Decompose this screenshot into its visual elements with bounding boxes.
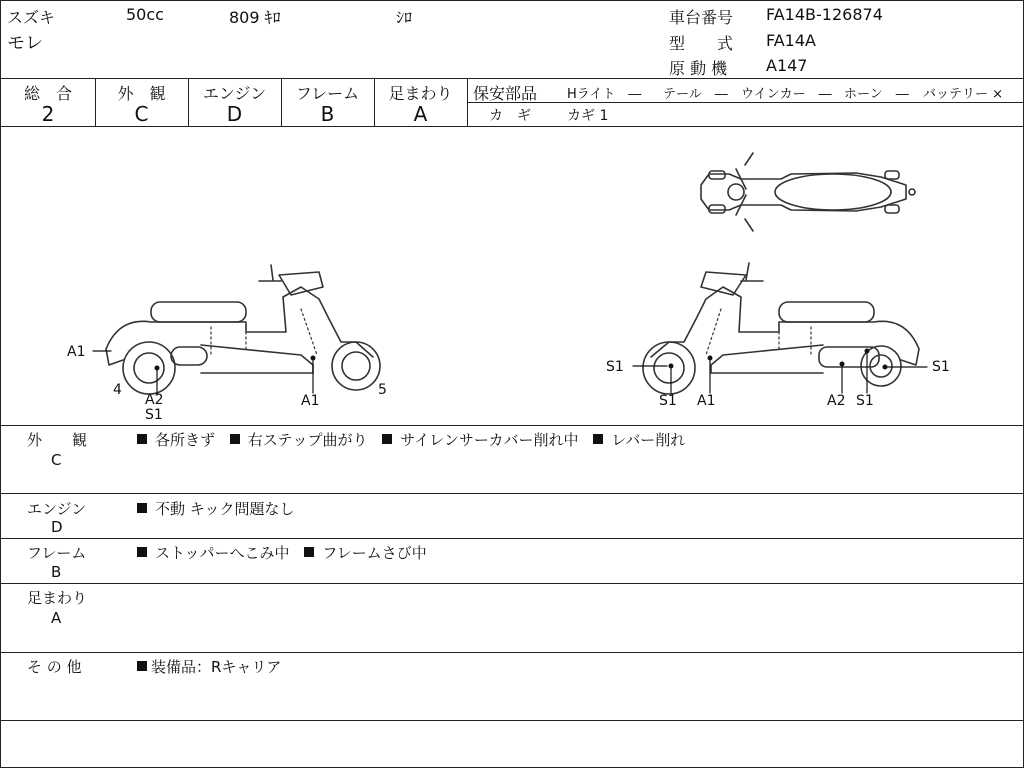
divider bbox=[1, 652, 1023, 653]
diagram-label: A1 bbox=[697, 393, 716, 409]
note-category: フレーム bbox=[27, 544, 87, 562]
grade-engine-value: D bbox=[226, 102, 243, 126]
safety-item-horn: ホーン ― bbox=[844, 87, 909, 102]
grade-engine-label: エンジン bbox=[202, 84, 267, 103]
key-value: カギ 1 bbox=[567, 108, 609, 124]
safety-item-headlight: Hライト ― bbox=[567, 87, 642, 102]
diagram-label: A1 bbox=[67, 344, 86, 360]
model-name: モレ bbox=[7, 33, 43, 54]
note-grade: B bbox=[51, 563, 62, 581]
diagram-label: S1 bbox=[659, 393, 677, 409]
chassis-value: FA14B-126874 bbox=[766, 5, 883, 24]
divider bbox=[1, 425, 1023, 426]
divider bbox=[467, 79, 468, 126]
note-items-appearance: 各所きず 右ステップ曲がり サイレンサーカバー削れ中 レバー削れ bbox=[137, 429, 685, 450]
diagram-label: 4 bbox=[113, 382, 122, 398]
note-items-frame: ストッパーへこみ中 フレームさび中 bbox=[137, 542, 427, 563]
divider bbox=[1, 720, 1023, 721]
key-label: カ ギ bbox=[489, 108, 531, 124]
grade-suspension-value: A bbox=[413, 102, 428, 126]
divider bbox=[468, 102, 1023, 103]
note-category: そ の 他 bbox=[27, 658, 82, 676]
safety-item-battery: バッテリー × bbox=[923, 87, 1004, 102]
note-items-engine: 不動 キック問題なし bbox=[137, 498, 294, 519]
note-category: 足まわり bbox=[27, 589, 88, 607]
safety-title: 保安部品 bbox=[473, 84, 538, 103]
diagram-label: A2 bbox=[827, 393, 846, 409]
diagram-label: A1 bbox=[301, 393, 320, 409]
note-grade: C bbox=[51, 451, 62, 469]
engine-value: A147 bbox=[766, 56, 808, 75]
note-category: エンジン bbox=[27, 500, 87, 518]
divider bbox=[1, 538, 1023, 539]
scooter-left-view bbox=[106, 265, 380, 394]
bullet-icon bbox=[137, 503, 147, 513]
bullet-icon bbox=[230, 434, 240, 444]
damage-diagram bbox=[1, 127, 1023, 425]
grade-frame-label: フレーム bbox=[295, 84, 360, 103]
bullet-icon bbox=[382, 434, 392, 444]
grade-overall-value: 2 bbox=[41, 102, 55, 126]
engine-label: 原 動 機 bbox=[669, 59, 728, 78]
note-grade: D bbox=[51, 518, 63, 536]
grade-appearance-value: C bbox=[134, 102, 149, 126]
diagram-label: S1 bbox=[856, 393, 874, 409]
grade-suspension-label: 足まわり bbox=[388, 84, 453, 103]
divider bbox=[1, 78, 1023, 79]
scooter-top-view bbox=[701, 153, 915, 231]
note-grade: A bbox=[51, 609, 62, 627]
diagram-label: S1 bbox=[932, 359, 950, 375]
mileage: 809 ｷﾛ bbox=[229, 8, 281, 27]
safety-item-tail: テール ― bbox=[663, 87, 728, 102]
bullet-icon bbox=[137, 661, 147, 671]
bullet-icon bbox=[137, 434, 147, 444]
color: ｼﾛ bbox=[396, 8, 413, 27]
bullet-icon bbox=[304, 547, 314, 557]
displacement: 50cc bbox=[126, 5, 164, 24]
grade-overall-label: 総 合 bbox=[23, 84, 72, 103]
divider bbox=[1, 493, 1023, 494]
diagram-label: S1 bbox=[145, 407, 163, 423]
divider bbox=[1, 583, 1023, 584]
maker: スズキ bbox=[7, 8, 56, 27]
type-value: FA14A bbox=[766, 31, 816, 50]
diagram-label: S1 bbox=[606, 359, 624, 375]
scooter-right-view bbox=[643, 263, 919, 394]
note-items-other: 装備品：Rキャリア bbox=[137, 656, 281, 677]
grade-frame-value: B bbox=[320, 102, 335, 126]
grade-appearance-label: 外 観 bbox=[117, 84, 166, 103]
bullet-icon bbox=[137, 547, 147, 557]
safety-item-winker: ウインカー ― bbox=[741, 87, 832, 102]
type-label: 型 式 bbox=[669, 34, 734, 53]
chassis-label: 車台番号 bbox=[669, 8, 734, 27]
diagram-label: A2 bbox=[145, 392, 164, 408]
note-category: 外 観 bbox=[27, 431, 88, 449]
diagram-label: 5 bbox=[378, 382, 387, 398]
bullet-icon bbox=[593, 434, 603, 444]
